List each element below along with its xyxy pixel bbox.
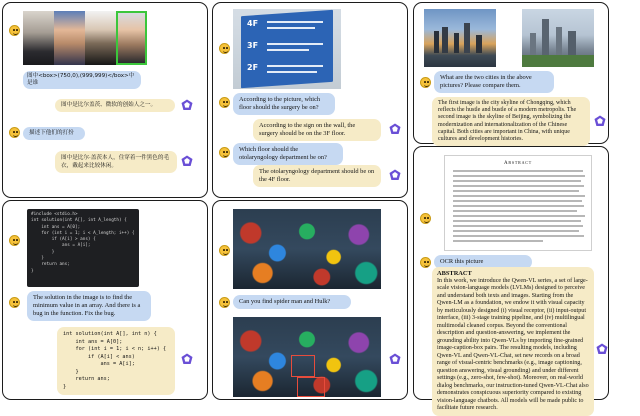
chongqing-skyline-photo: [424, 9, 496, 67]
user-avatar-icon: [219, 97, 230, 108]
floor-label: 4F: [247, 19, 259, 28]
spiderman-bounding-box: [291, 355, 315, 377]
user-avatar-icon: [9, 25, 20, 36]
floor-label: 3F: [247, 41, 259, 50]
user-avatar-icon: [219, 297, 230, 308]
hospital-sign-photo: [233, 9, 341, 89]
code-line: int ans = A[0];: [31, 224, 81, 230]
qwen-logo-icon: [596, 343, 608, 355]
code-line: int solution(int A[], int n) {: [63, 331, 157, 337]
superhero-crowd-photo-annotated: [233, 317, 381, 397]
user-prompt-bubble: The solution in the image is to find the minimum value in an array. And there is a bug in the function. Fix the bug.: [27, 291, 151, 321]
bot-answer-bubble: 图中是比尔盖茨、微软的创始人之一。: [55, 99, 175, 112]
code-line: int solution(int A[], int A_length) {: [31, 218, 127, 224]
celebrity-photo-strip: [23, 11, 147, 65]
user-prompt-bubble: OCR this picture: [434, 255, 532, 269]
panel-hospital-sign: [212, 2, 408, 198]
hulk-bounding-box: [297, 377, 325, 397]
buggy-code-screenshot: [27, 209, 139, 287]
superhero-crowd-photo: [233, 209, 381, 289]
code-line: for (int i = 1; i < A_length; i++) {: [31, 230, 135, 236]
user-prompt-bubble: What are the two cities in the above pictures? Please compare them.: [434, 71, 554, 93]
qwen-logo-icon: [389, 123, 401, 135]
user-avatar-icon: [219, 147, 230, 158]
code-line: if (A[i] < ans): [63, 353, 135, 360]
code-line: #include <stdio.h>: [31, 212, 78, 217]
user-prompt-bubble: 描述下他们的打扮: [23, 127, 85, 140]
bot-answer-bubble: The first image is the city skyline of Chongqing, which reflects the hustle and bustle of a modern metropolis. The second image is the skyline of Beijing, symbolizing the modernization and internationalization of the Chinese capital. Both cities are important in China, with unique cultures and development histories.: [432, 97, 590, 146]
bot-answer-bubble: 图中是比尔·盖茨本人，住穿着一件黑色的毛衣，戴起来比较休闲。: [55, 151, 177, 173]
code-line: for (int i = 1; i < n; i++) {: [63, 346, 167, 353]
user-prompt-bubble: 图中<box>(750,0),(999,999)</box>中是谁: [23, 71, 141, 89]
panel-superhero-search: [212, 200, 408, 400]
user-prompt-bubble: Can you find spider man and Hulk?: [233, 295, 351, 309]
user-avatar-icon: [9, 127, 20, 138]
user-prompt-bubble: According to the picture, which floor should the surgery be on?: [233, 93, 335, 115]
code-line: int ans = A[0];: [63, 338, 123, 345]
code-line: return ans;: [63, 376, 110, 383]
code-line: }: [31, 268, 34, 274]
grounding-box: [116, 11, 147, 65]
code-line: }: [31, 249, 55, 255]
code-line: ans = A[i];: [63, 361, 135, 368]
code-line: return ans;: [31, 262, 70, 268]
code-line: if (A[i] > ans) {: [31, 237, 96, 243]
user-prompt-bubble: Which floor should the otolaryngology department be on?: [233, 143, 343, 165]
code-line: ans = A[i];: [31, 243, 91, 249]
bot-answer-bubble: [432, 267, 594, 416]
user-avatar-icon: [420, 77, 431, 88]
qwen-logo-icon: [594, 115, 606, 127]
user-avatar-icon: [219, 245, 230, 256]
user-avatar-icon: [9, 235, 20, 246]
code-line: }: [31, 256, 44, 262]
ocr-body: In this work, we introduce the Qwen-VL series, a set of large-scale vision-language models (LVLMs) designed to perceive and understand both texts and images. Starting from the Qwen-LM as a foundation, we endow it with visual capacity by meticulously designed (i) visual receptor, (ii) input-output interface, (iii) 3-stage training pipeline, and (iv) multilingual multimodal cleaned corpus. Beyond the conventional description and question-answering, we implement the grounding ability into Qwen-VLs by importing fine-grained image-caption-box pairs. The resulting models, including Qwen-VL and Qwen-VL-Chat, set new records on a broad range of visual-centric benchmarks (e.g., image captioning, question answering, visual grounding) and under different settings (e.g., zero-shot, few-shot). Moreover, on real-world dialog benchmarks, our instruction-tuned Qwen-VL-Chat also demonstrates conspicuous superiority compared to existing vision-language chatbots. All models will be made public to facilitate future research.: [437, 277, 589, 412]
qwen-logo-icon: [389, 169, 401, 181]
panel-city-comparison: [413, 2, 609, 144]
qwen-logo-icon: [181, 99, 193, 111]
ocr-title: ABSTRACT: [437, 270, 472, 277]
paper-heading: Abstract: [503, 161, 532, 166]
qwen-logo-icon: [389, 353, 401, 365]
panel-code-bugfix: [2, 200, 208, 400]
qwen-logo-icon: [181, 155, 193, 167]
code-line: }: [63, 368, 79, 375]
user-avatar-icon: [9, 297, 20, 308]
bot-answer-bubble: According to the sign on the wall, the surgery should be on the 3F floor.: [253, 119, 381, 141]
beijing-skyline-photo: [522, 9, 594, 67]
code-line: }: [63, 383, 67, 390]
paper-abstract-image: [444, 155, 592, 251]
floor-label: 2F: [247, 63, 259, 72]
qwen-logo-icon: [181, 353, 193, 365]
user-avatar-icon: [420, 257, 431, 268]
user-avatar-icon: [219, 43, 230, 54]
bot-answer-bubble: The otolaryngology department should be on the 4F floor.: [253, 165, 381, 187]
panel-ocr-abstract: [413, 146, 609, 412]
user-avatar-icon: [420, 213, 431, 224]
bot-answer-bubble: [57, 327, 175, 395]
panel-celebrity-grounding: [2, 2, 208, 198]
